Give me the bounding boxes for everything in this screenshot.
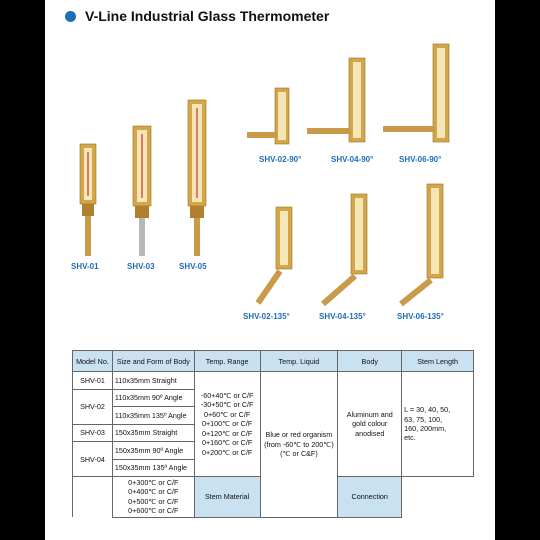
thermometer-shv-04-135-image [317, 190, 377, 308]
model-cell: SHV-03 [73, 424, 113, 442]
model-cell: SHV-04 [73, 442, 113, 477]
thermometer-shv-06-135-image [395, 180, 455, 308]
form-cell: 110x35mm 135º Angle [112, 407, 194, 425]
catalog-page [45, 0, 495, 540]
thermometer-shv-04-90-image [305, 54, 375, 150]
form-cell: 150x35mm 135º Angle [112, 459, 194, 477]
thermometer-shv-02-90-image [245, 84, 297, 150]
label-shv-06-90: SHV-06-90° [399, 155, 442, 164]
label-shv-06-135: SHV-06-135° [397, 312, 444, 321]
label-shv-03: SHV-03 [127, 262, 155, 271]
table-header-row [73, 351, 474, 372]
model-cell: SHV-01 [73, 372, 113, 390]
thermometer-shv-02-135-image [250, 203, 300, 307]
thermometer-shv-05-image [182, 96, 212, 258]
connection-header: Connection [338, 477, 402, 518]
spec-table [72, 350, 474, 518]
stem-length-cell: L = 30, 40, 50, 63, 75, 100, 160, 200mm, etc. [402, 372, 474, 477]
thermometer-shv-06-90-image [381, 40, 457, 150]
model-cell-shv-04-cont [73, 477, 113, 518]
temp-range-cell-2: 0+300℃ or C/F 0+400℃ or C/F 0+500℃ or C/F 0+600℃ or C/F [112, 477, 194, 518]
label-shv-02-90: SHV-02-90° [259, 155, 302, 164]
header-model: Model No. [73, 351, 113, 372]
form-cell: 150x35mm 90º Angle [112, 442, 194, 460]
temp-liquid-cell-1: Blue or red organism (from -60℃ to 200℃) (℃ or C&F) [260, 372, 338, 518]
label-shv-01: SHV-01 [71, 262, 99, 271]
header-temp-liquid: Temp. Liquid [260, 351, 338, 372]
header-size-form: Size and Form of Body [112, 351, 194, 372]
temp-range-cell-1: -60+40℃ or C/F -30+50℃ or C/F 0+60℃ or C/F 0+100℃ or C/F 0+120℃ or C/F 0+160℃ or C/F 0+200℃ or C/F [194, 372, 260, 477]
label-shv-02-135: SHV-02-135° [243, 312, 290, 321]
header-body: Body [338, 351, 402, 372]
label-shv-04-135: SHV-04-135° [319, 312, 366, 321]
form-cell: 150x35mm Straight [112, 424, 194, 442]
form-cell: 110x35mm Straight [112, 372, 194, 390]
header-temp-range: Temp. Range [194, 351, 260, 372]
body-cell: Aluminum and gold colour anodised [338, 372, 402, 477]
page-title: V-Line Industrial Glass Thermometer [85, 8, 330, 24]
form-cell: 110x35mm 90º Angle [112, 389, 194, 407]
header-stem-length: Stem Length [402, 351, 474, 372]
table-row [73, 372, 474, 390]
thermometer-shv-03-image [127, 122, 157, 258]
title-row [65, 8, 329, 24]
label-shv-05: SHV-05 [179, 262, 207, 271]
stem-material-header: Stem Material [194, 477, 260, 518]
bullet-icon [65, 11, 76, 22]
model-cell: SHV-02 [73, 389, 113, 424]
label-shv-04-90: SHV-04-90° [331, 155, 374, 164]
thermometer-shv-01-image [73, 140, 103, 258]
